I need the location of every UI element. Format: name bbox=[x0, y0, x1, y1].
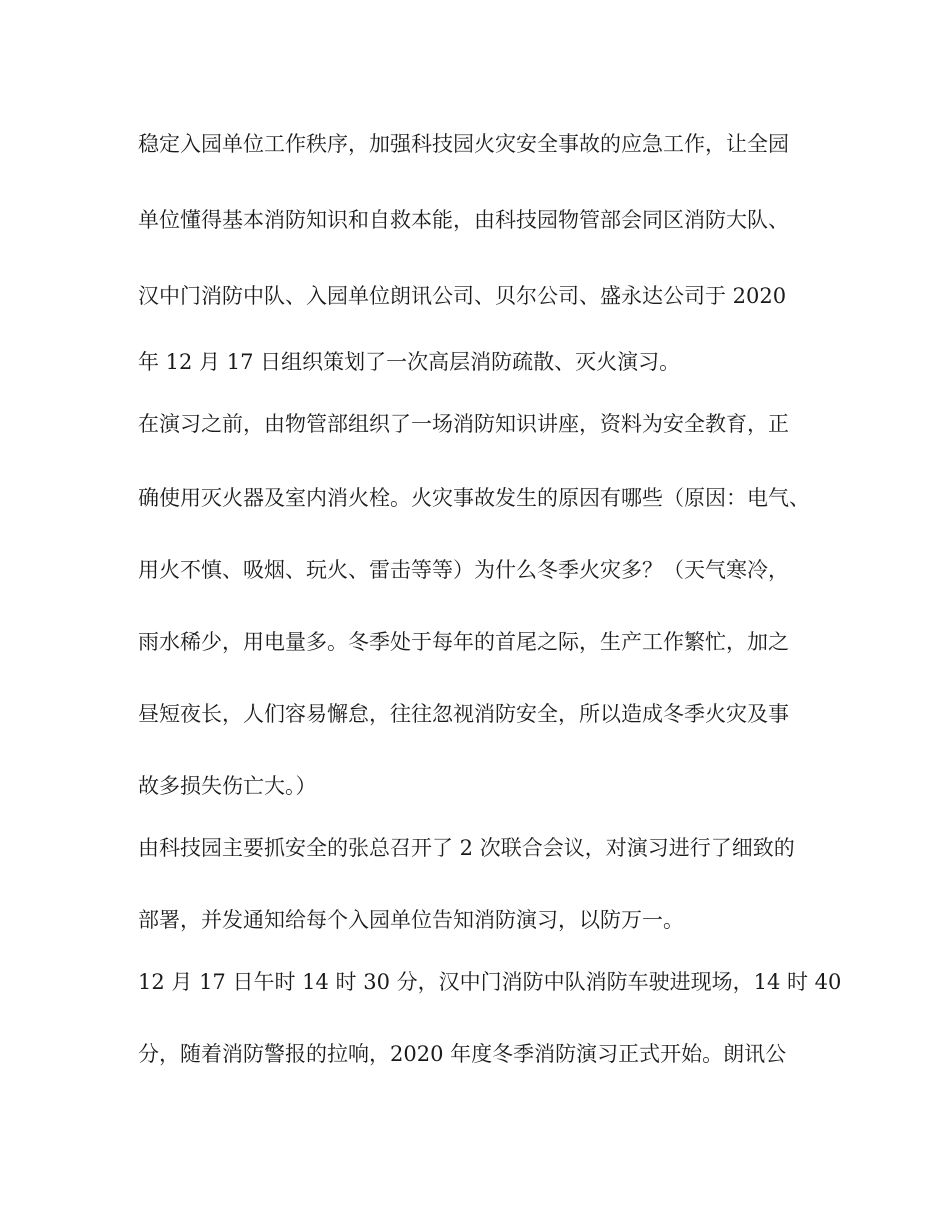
text-line: 在演习之前，由物管部组织了一场消防知识讲座，资料为安全教育，正 bbox=[138, 412, 789, 436]
text-line: 用火不慎、吸烟、玩火、雷击等等）为什么冬季火灾多？（天气寒冷， bbox=[138, 558, 789, 582]
text-line: 由科技园主要抓安全的张总召开了 2 次联合会议，对演习进行了细致的 bbox=[138, 836, 795, 860]
text-line: 部署，并发通知给每个入园单位告知消防演习，以防万一。 bbox=[138, 908, 684, 932]
text-line: 昼短夜长，人们容易懈怠，往往忽视消防安全，所以造成冬季火灾及事 bbox=[138, 702, 789, 726]
text-line: 12 月 17 日午时 14 时 30 分，汉中门消防中队消防车驶进现场，14 时 40 bbox=[138, 970, 842, 994]
text-line: 稳定入园单位工作秩序，加强科技园火灾安全事故的应急工作，让全园 bbox=[138, 132, 789, 156]
text-line: 单位懂得基本消防知识和自救本能，由科技园物管部会同区消防大队、 bbox=[138, 208, 789, 232]
text-line: 年 12 月 17 日组织策划了一次高层消防疏散、灭火演习。 bbox=[138, 350, 681, 374]
text-line: 汉中门消防中队、入园单位朗讯公司、贝尔公司、盛永达公司于 2020 bbox=[138, 284, 787, 308]
text-line: 故多损失伤亡大。） bbox=[138, 774, 317, 798]
text-line: 确使用灭火器及室内消火栓。火灾事故发生的原因有哪些（原因：电气、 bbox=[138, 486, 810, 510]
text-line: 分，随着消防警报的拉响，2020 年度冬季消防演习正式开始。朗讯公 bbox=[138, 1042, 787, 1066]
text-line: 雨水稀少，用电量多。冬季处于每年的首尾之际，生产工作繁忙，加之 bbox=[138, 630, 789, 654]
